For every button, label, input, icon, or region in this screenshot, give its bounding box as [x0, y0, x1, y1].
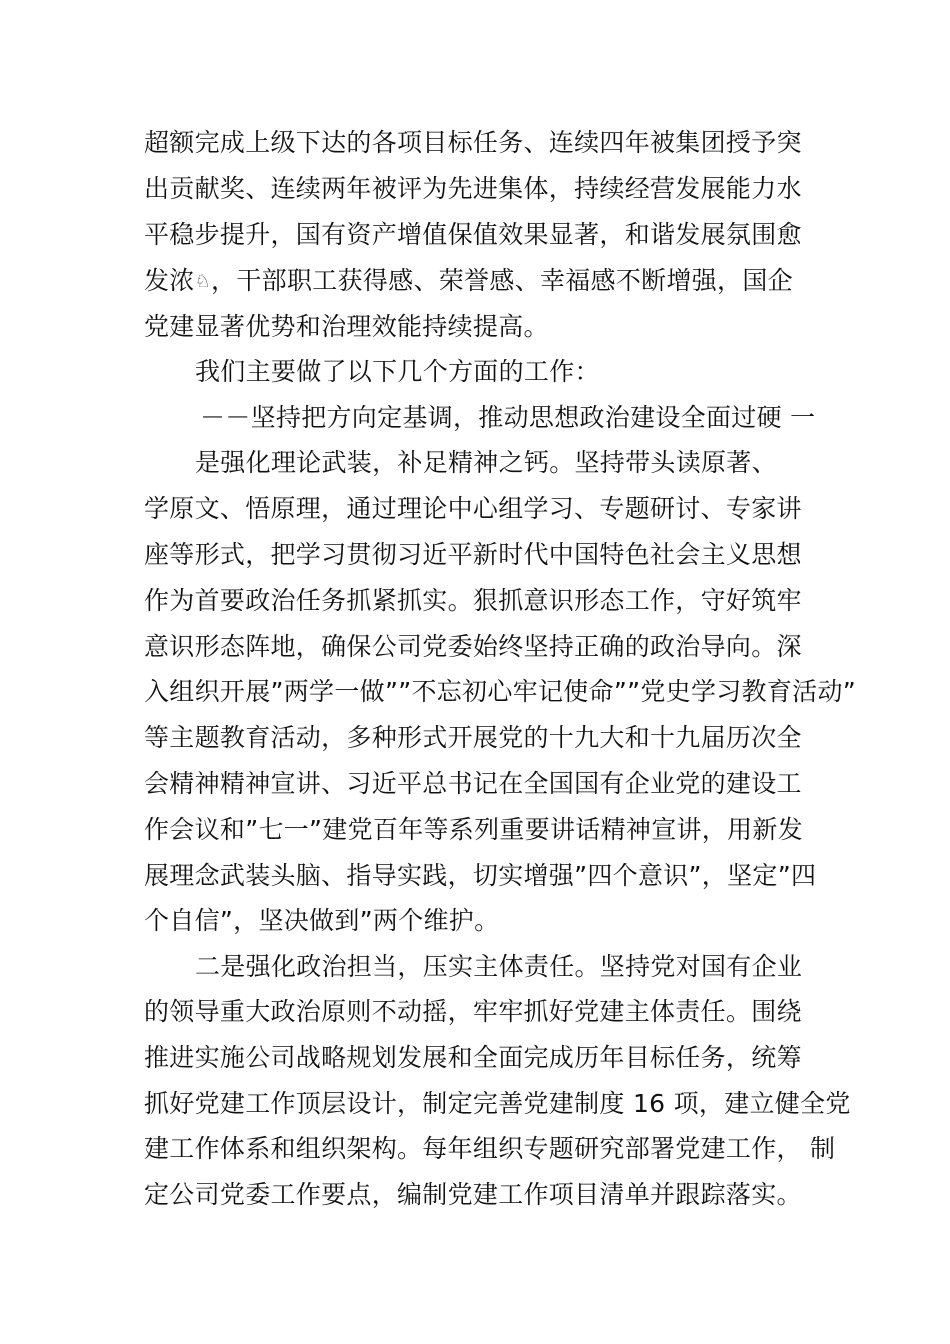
- section-heading-line: －－坚持把方向定基调，推动思想政治建设全面过硬 一: [200, 403, 816, 432]
- text-line: 是强化理论武装，补足精神之钙。坚持带头读原著、: [195, 448, 777, 477]
- text-line: 的领导重大政治原则不动摇，牢牢抓好党建主体责任。围绕: [144, 997, 802, 1026]
- text-line: 党建显著优势和治理效能持续提高。: [144, 312, 549, 341]
- text-line: 等主题教育活动，多种形式开展党的十九大和十九届历次全: [144, 723, 802, 752]
- text-line: 作为首要政治任务抓紧抓实。狠抓意识形态工作，守好筑牢: [144, 586, 802, 615]
- text-line: 学原文、悟原理，通过理论中心组学习、专题研讨、专家讲: [144, 494, 802, 523]
- broken-character-glyph: ♘: [194, 271, 212, 292]
- text-line: 座等形式，把学习贯彻习近平新时代中国特色社会主义思想: [144, 540, 802, 569]
- text-line: 作会议和”七一”建党百年等系列重要讲话精神宣讲，用新发: [144, 815, 804, 844]
- paragraph-intro: 我们主要做了以下几个方面的工作：: [195, 357, 600, 386]
- text-line: 意识形态阵地，确保公司党委始终坚持正确的政治导向。深: [144, 632, 802, 661]
- text-line: 推进实施公司战略规划发展和全面完成历年目标任务，统筹: [144, 1043, 802, 1072]
- text-line: 出贡献奖、连续两年被评为先进集体，持续经营发展能力水: [144, 174, 802, 203]
- text-line: 入组织开展”两学一做””不忘初心牢记使命””党史学习教育活动”: [144, 677, 857, 706]
- text-line: 超额完成上级下达的各项目标任务、连续四年被集团授予突: [144, 128, 802, 157]
- text-line: 建工作体系和组织架构。每年组织专题研究部署党建工作， 制: [144, 1134, 836, 1163]
- paragraph-start: 二是强化政治担当，压实主体责任。坚持党对国有企业: [195, 952, 803, 981]
- text-segment: 发浓: [144, 266, 195, 295]
- text-segment: ，干部职工获得感、荣誉感、幸福感不断增强，国企: [211, 266, 793, 295]
- text-line: 个自信”，坚决做到”两个维护。: [144, 906, 500, 935]
- text-line: 平稳步提升，国有资产增值保值效果显著，和谐发展氛围愈: [144, 220, 802, 249]
- text-line: 展理念武装头脑、指导实践，切实增强”四个意识”，坚定”四: [144, 861, 817, 890]
- text-line: 会精神精神宣讲、习近平总书记在全国国有企业党的建设工: [144, 769, 802, 798]
- text-line-with-glyph: [144, 266, 793, 297]
- text-line: 定公司党委工作要点，编制党建工作项目清单并跟踪落实。: [144, 1180, 802, 1209]
- text-line: 抓好党建工作顶层设计，制定完善党建制度 16 项，建立健全党: [144, 1089, 851, 1118]
